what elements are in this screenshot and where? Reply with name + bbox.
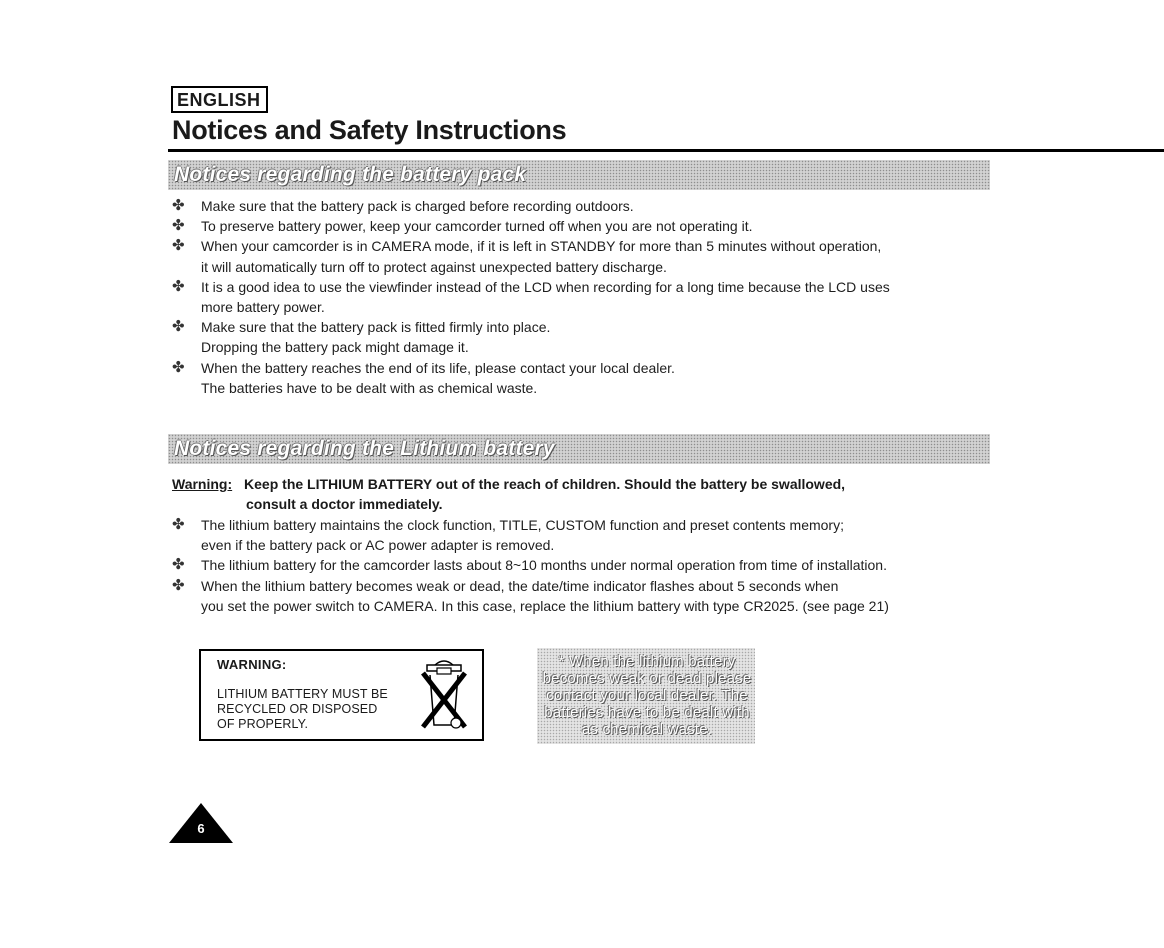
bullet-icon: ✤ <box>172 237 185 255</box>
list-item-text: more battery power. <box>201 299 325 316</box>
battery-pack-section-header <box>168 160 990 190</box>
list-item-text: it will automatically turn off to protect against unexpected battery discharge. <box>201 258 667 275</box>
list-item <box>172 515 889 555</box>
list-item <box>172 277 890 317</box>
bullet-icon: ✤ <box>172 318 185 336</box>
recycle-warning-line: OF PROPERLY. <box>217 717 309 731</box>
list-item-text: you set the power switch to CAMERA. In this case, replace the lithium battery with type CR2025. (see page 21) <box>201 597 889 614</box>
list-item-text: The batteries have to be dealt with as chemical waste. <box>201 379 538 396</box>
bullet-icon: ✤ <box>172 358 185 376</box>
list-item-text: Make sure that the battery pack is fitted firmly into place. <box>201 319 551 336</box>
bullet-icon: ✤ <box>172 516 185 533</box>
list-item-text: When the battery reaches the end of its life, please contact your local dealer. <box>201 359 675 376</box>
recycle-warning-box <box>199 649 484 741</box>
note-line: as chemical waste. <box>581 721 713 738</box>
recycle-warning-line: LITHIUM BATTERY MUST BE <box>217 687 388 701</box>
list-item-text: Dropping the battery pack might damage it. <box>201 339 469 356</box>
note-line: becomes weak or dead please <box>542 670 752 687</box>
note-line: contact your local dealer. The <box>546 687 748 704</box>
lithium-note-box <box>537 648 755 744</box>
bullet-icon: ✤ <box>172 277 185 295</box>
bullet-icon: ✤ <box>172 197 185 214</box>
list-item <box>172 317 890 357</box>
list-item-text: To preserve battery power, keep your camcorder turned off when you are not operating it. <box>201 218 753 235</box>
recycle-warning-title: WARNING: <box>217 657 287 672</box>
list-item <box>172 196 890 216</box>
crossed-out-bin-icon <box>421 657 467 733</box>
warning-text: Keep the LITHIUM BATTERY out of the reach of children. Should the battery be swallowed, <box>244 476 846 492</box>
list-item-text: even if the battery pack or AC power adapter is removed. <box>201 537 555 554</box>
recycle-warning-line: RECYCLED OR DISPOSED <box>217 702 378 716</box>
bullet-icon: ✤ <box>172 217 185 235</box>
list-item-text: It is a good idea to use the viewfinder instead of the LCD when recording for a long time because the LCD uses <box>201 278 890 295</box>
warning-label: Warning: <box>172 476 233 492</box>
note-line: * When the lithium battery <box>558 653 736 670</box>
list-item-text: The lithium battery maintains the clock function, TITLE, CUSTOM function and preset contents memory; <box>201 517 844 533</box>
list-item-text: Make sure that the battery pack is charged before recording outdoors. <box>201 198 634 214</box>
list-item <box>172 236 890 276</box>
bullet-icon: ✤ <box>172 576 185 594</box>
title-divider <box>168 149 1164 152</box>
bullet-icon: ✤ <box>172 556 185 574</box>
lithium-warning <box>172 474 932 514</box>
lithium-section-header <box>168 434 990 464</box>
battery-pack-list <box>172 196 890 398</box>
language-label: ENGLISH <box>171 86 268 113</box>
list-item-text: When the lithium battery becomes weak or dead, the date/time indicator flashes about 5 seconds when <box>201 577 839 594</box>
list-item-text: The lithium battery for the camcorder lasts about 8~10 months under normal operation from time of installation. <box>201 557 887 574</box>
lithium-section-title: Notices regarding the Lithium battery <box>174 437 555 460</box>
note-line: batteries have to be dealt with <box>544 704 750 721</box>
list-item-text: When your camcorder is in CAMERA mode, if it is left in STANDBY for more than 5 minutes without operation, <box>201 238 882 255</box>
list-item <box>172 576 889 616</box>
list-item <box>172 216 890 236</box>
lithium-list <box>172 515 889 616</box>
list-item <box>172 555 889 575</box>
warning-text-cont: consult a doctor immediately. <box>246 496 443 512</box>
battery-pack-section-title: Notices regarding the battery pack <box>174 163 527 186</box>
list-item <box>172 358 890 398</box>
page-number: 6 <box>197 821 205 836</box>
page-title: Notices and Safety Instructions <box>172 115 567 145</box>
